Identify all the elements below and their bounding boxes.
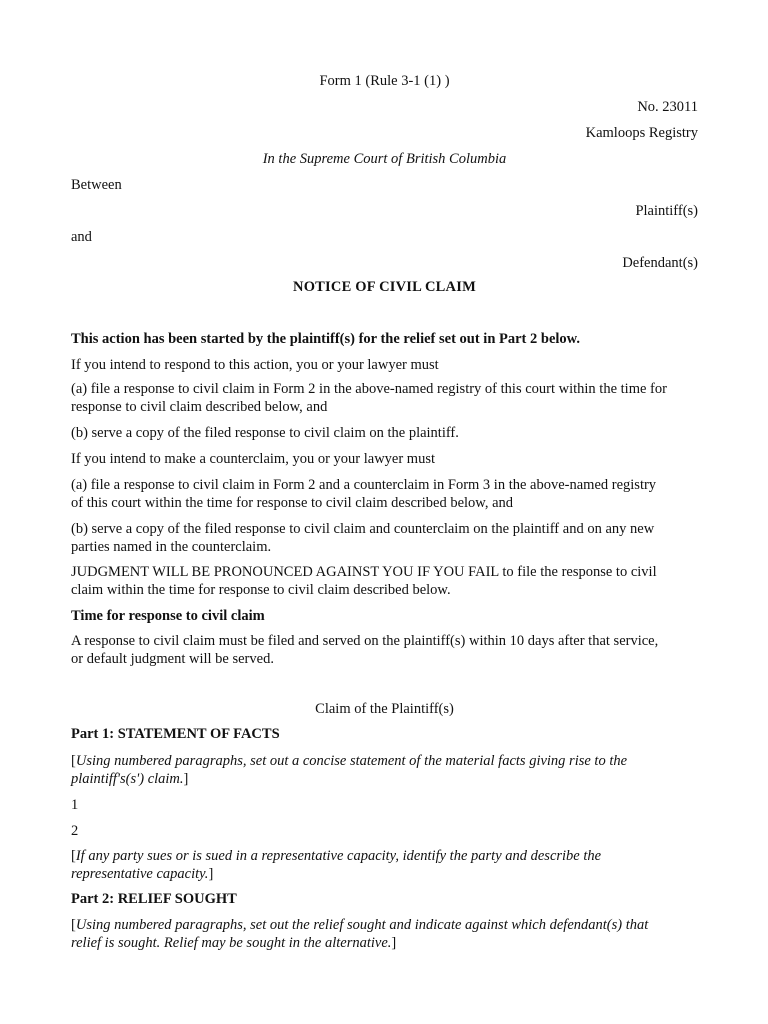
paragraph-number-1: 1 (71, 797, 79, 813)
part1-instruction: [Using numbered paragraphs, set out a concise statement of the material facts giving rise to the (71, 753, 628, 769)
counterclaim-item-a-line1: (a) file a response to civil claim in Form 2 and a counterclaim in Form 3 in the above-named registry (71, 477, 657, 493)
representative-instruction-line1: If any party sues or is sued in a representative capacity, identify the party and describe the (75, 848, 602, 864)
part2-heading: Part 2: RELIEF SOUGHT (71, 891, 237, 907)
between-label: Between (71, 177, 122, 193)
time-response-body-line2: or default judgment will be served. (71, 651, 274, 667)
part2-instruction-cont: relief is sought. Relief may be sought in the alternative.] (71, 935, 397, 951)
part2-instruction: [Using numbered paragraphs, set out the relief sought and indicate against which defendant(s) that (71, 917, 649, 933)
plaintiff-label: Plaintiff(s) (635, 203, 698, 219)
representative-instruction: [If any party sues or is sued in a representative capacity, identify the party and describe the (71, 848, 602, 864)
respond-item-a-line1: (a) file a response to civil claim in Form 2 in the above-named registry of this court within the time for (71, 381, 667, 397)
claim-heading: Claim of the Plaintiff(s) (315, 701, 454, 717)
paragraph-number-2: 2 (71, 823, 79, 839)
part1-heading: Part 1: STATEMENT OF FACTS (71, 726, 280, 742)
and-label: and (71, 229, 92, 245)
counterclaim-item-a-line2: of this court within the time for response to civil claim described below, and (71, 495, 514, 511)
defendant-label: Defendant(s) (622, 255, 698, 271)
counterclaim-item-b-line1: (b) serve a copy of the filed response to civil claim and counterclaim on the plaintiff and on any new (71, 521, 655, 537)
part1-instruction-line2: plaintiff's(s') claim. (71, 771, 184, 787)
judgment-warning-line1: JUDGMENT WILL BE PRONOUNCED AGAINST YOU IF YOU FAIL to file the response to civil (71, 564, 657, 580)
part1-instruction-line1: Using numbered paragraphs, set out a concise statement of the material facts giving rise to the (75, 753, 628, 769)
action-started-heading: This action has been started by the plaintiff(s) for the relief set out in Part 2 below. (71, 331, 580, 347)
respond-item-a-line2: response to civil claim described below, and (71, 399, 328, 415)
document-title: NOTICE OF CIVIL CLAIM (293, 279, 476, 295)
judgment-warning-line2: claim within the time for response to civil claim described below. (71, 582, 451, 598)
representative-instruction-line2: representative capacity. (71, 866, 209, 882)
part2-instruction-line2: relief is sought. Relief may be sought in the alternative. (71, 935, 392, 951)
respond-intro: If you intend to respond to this action, you or your lawyer must (71, 357, 439, 373)
counterclaim-intro: If you intend to make a counterclaim, you or your lawyer must (71, 451, 436, 467)
counterclaim-item-b-line2: parties named in the counterclaim. (71, 539, 272, 555)
part2-instruction-line1: Using numbered paragraphs, set out the relief sought and indicate against which defendant(s) that (75, 917, 649, 933)
time-response-body-line1: A response to civil claim must be filed and served on the plaintiff(s) within 10 days after that service, (71, 633, 659, 649)
registry-name: Kamloops Registry (585, 125, 698, 141)
file-number: No. 23011 (637, 99, 698, 115)
time-response-heading: Time for response to civil claim (71, 608, 265, 624)
respond-item-b: (b) serve a copy of the filed response to civil claim on the plaintiff. (71, 425, 459, 441)
part1-instruction-cont: plaintiff's(s') claim.] (71, 771, 189, 787)
form-reference: Form 1 (Rule 3-1 (1) ) (319, 73, 450, 89)
court-name: In the Supreme Court of British Columbia (262, 151, 507, 167)
representative-instruction-cont: representative capacity.] (71, 866, 214, 882)
